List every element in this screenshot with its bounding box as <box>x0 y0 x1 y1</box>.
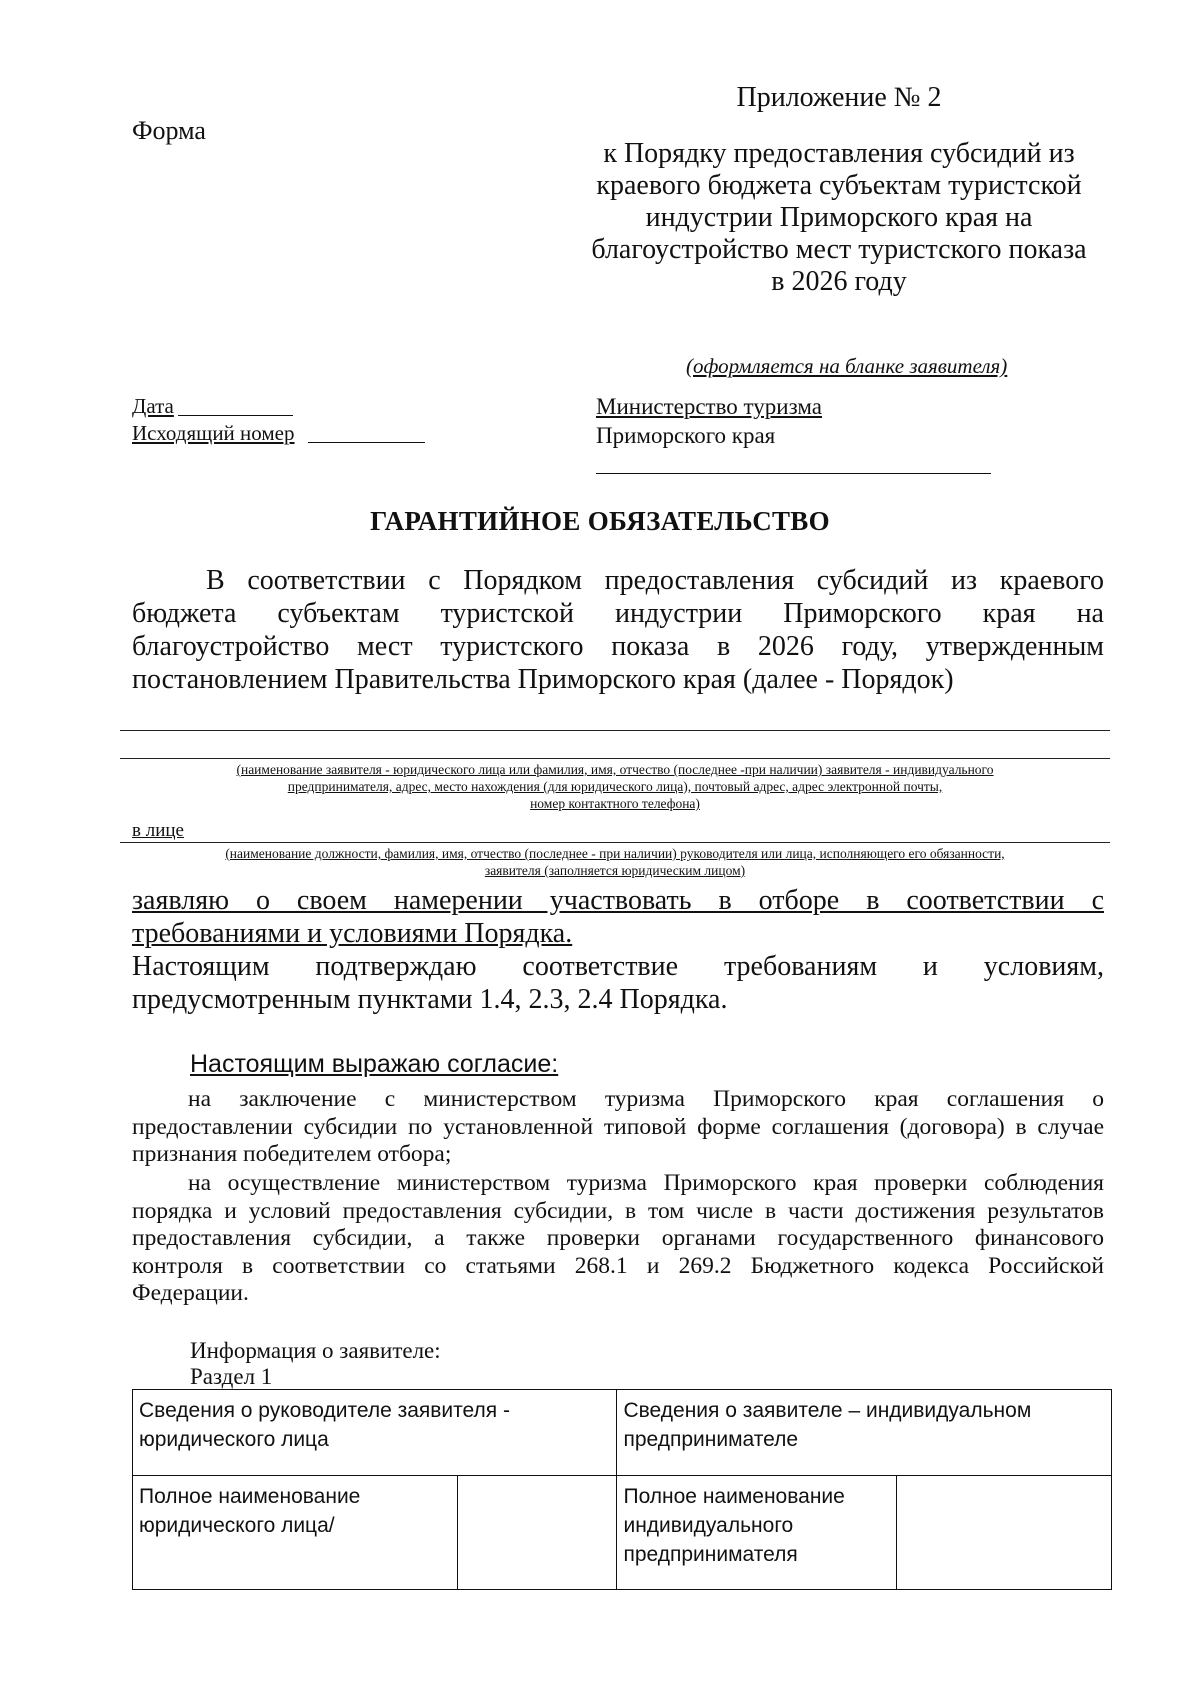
form-label: Форма <box>132 116 206 145</box>
document-title: ГАРАНТИЙНОЕ ОБЯЗАТЕЛЬСТВО <box>370 506 830 536</box>
representative-caption-line: (наименование должности, фамилия, имя, отчество (последнее - при наличии) руководителя или лица, исполняющего его обязанности, <box>225 846 1005 861</box>
consent-item-2-line: предоставления субсидии, а также проверки органами государственного финансового <box>132 1225 1104 1251</box>
consent-heading: Настоящим выражаю согласие: <box>190 1050 559 1078</box>
intention-paragraph <box>132 884 1104 950</box>
applicant-caption-line: (наименование заявителя - юридического лица или фамилия, имя, отчество (последнее -при наличии) заявителя - индивидуального <box>236 762 994 777</box>
left-header-cell: Сведения о руководителе заявителя - юридического лица <box>133 1390 617 1476</box>
outgoing-number-label: Исходящий номер <box>132 421 295 445</box>
consent-item-1 <box>132 1086 1104 1169</box>
table-row <box>133 1476 1112 1590</box>
consent-item-2-line: Федерации. <box>132 1280 249 1306</box>
applicant-blank-line <box>120 730 1110 731</box>
date-blank <box>178 415 293 416</box>
applicant-caption-line: предпринимателя, адрес, место нахождения (для юридического лица), почтовый адрес, адрес электронной почты, <box>287 779 943 794</box>
intro-paragraph <box>132 564 1104 696</box>
outgoing-number-field <box>132 421 295 446</box>
consent-item-1-line: признания победителем отбора; <box>132 1141 452 1167</box>
confirmation-line: Настоящим подтверждаю соответствие требованиям и условиям, <box>132 951 1104 982</box>
consent-item-1-line: предоставлении субсидии по установленной типовой форме соглашения (договора) в случае <box>132 1113 1104 1140</box>
consent-item-1-line: на заключение с министерством туризма Приморского края соглашения о <box>188 1086 1104 1112</box>
appendix-line: к Порядку предоставления субсидий из <box>603 138 1075 169</box>
consent-item-2-line: на осуществление министерством туризма Приморского края проверки соблюдения <box>188 1170 1104 1196</box>
applicant-caption <box>120 761 1110 812</box>
consent-item-2-line: порядка и условий предоставления субсидии, в том числе в части достижения результатов <box>132 1197 1104 1224</box>
right-row-value[interactable] <box>897 1476 1112 1590</box>
appendix-header <box>574 82 1104 298</box>
left-row-label: Полное наименование юридического лица/ <box>133 1476 458 1590</box>
intention-line: заявляю о своем намерении участвовать в отборе в соответствии с <box>132 885 1104 916</box>
left-row-value[interactable] <box>457 1476 617 1590</box>
letterhead-note: (оформляется на бланке заявителя) <box>686 354 1008 378</box>
date-label: Дата <box>132 394 174 418</box>
representative-blank-line <box>120 842 1110 843</box>
intro-line: благоустройство мест туристского показа в 2026 году, утвержденным <box>132 631 1104 662</box>
consent-item-2-line: контроля в соответствии со статьями 268.1 и 269.2 Бюджетного кодекса Российской <box>132 1252 1104 1279</box>
representative-caption <box>120 845 1110 879</box>
appendix-line: в 2026 году <box>771 266 907 297</box>
confirmation-line: предусмотренным пунктами 1.4, 2.3, 2.4 Порядка. <box>132 984 728 1015</box>
applicant-caption-line: номер контактного телефона) <box>530 796 700 811</box>
recipient-line-1: Министерство туризма <box>596 394 822 419</box>
appendix-line: краевого бюджета субъектам туристской <box>596 170 1082 201</box>
appendix-title: Приложение № 2 <box>736 82 942 113</box>
intention-line: требованиями и условиями Порядка. <box>132 918 573 949</box>
recipient-signature-line <box>596 473 991 474</box>
confirmation-paragraph <box>132 950 1104 1016</box>
intro-line: В соответствии с Порядком предоставления субсидий из краевого <box>206 565 1104 596</box>
appendix-line: благоустройство мест туристского показа <box>591 234 1087 265</box>
intro-line: постановлением Правительства Приморского края (далее - Порядок) <box>132 664 954 695</box>
outgoing-number-blank <box>308 442 425 443</box>
section-label: Раздел 1 <box>190 1364 273 1389</box>
date-field <box>132 394 174 419</box>
applicant-blank-line <box>120 758 1110 759</box>
in-person-label: в лице <box>132 820 184 841</box>
intro-line: бюджета субъектам туристской индустрии Приморского края на <box>132 598 1104 629</box>
info-heading: Информация о заявителе: <box>190 1338 441 1363</box>
applicant-info-table <box>132 1389 1112 1590</box>
consent-item-2 <box>132 1170 1104 1308</box>
recipient-line-2: Приморского края <box>596 423 776 448</box>
representative-caption-line: заявителя (заполняется юридическим лицом) <box>484 863 746 878</box>
right-header-cell: Сведения о заявителе – индивидуальном предпринимателе <box>617 1390 1112 1476</box>
appendix-line: индустрии Приморского края на <box>645 202 1033 233</box>
table-header-row <box>133 1390 1112 1476</box>
right-row-label: Полное наименование индивидуального предпринимателя <box>617 1476 897 1590</box>
